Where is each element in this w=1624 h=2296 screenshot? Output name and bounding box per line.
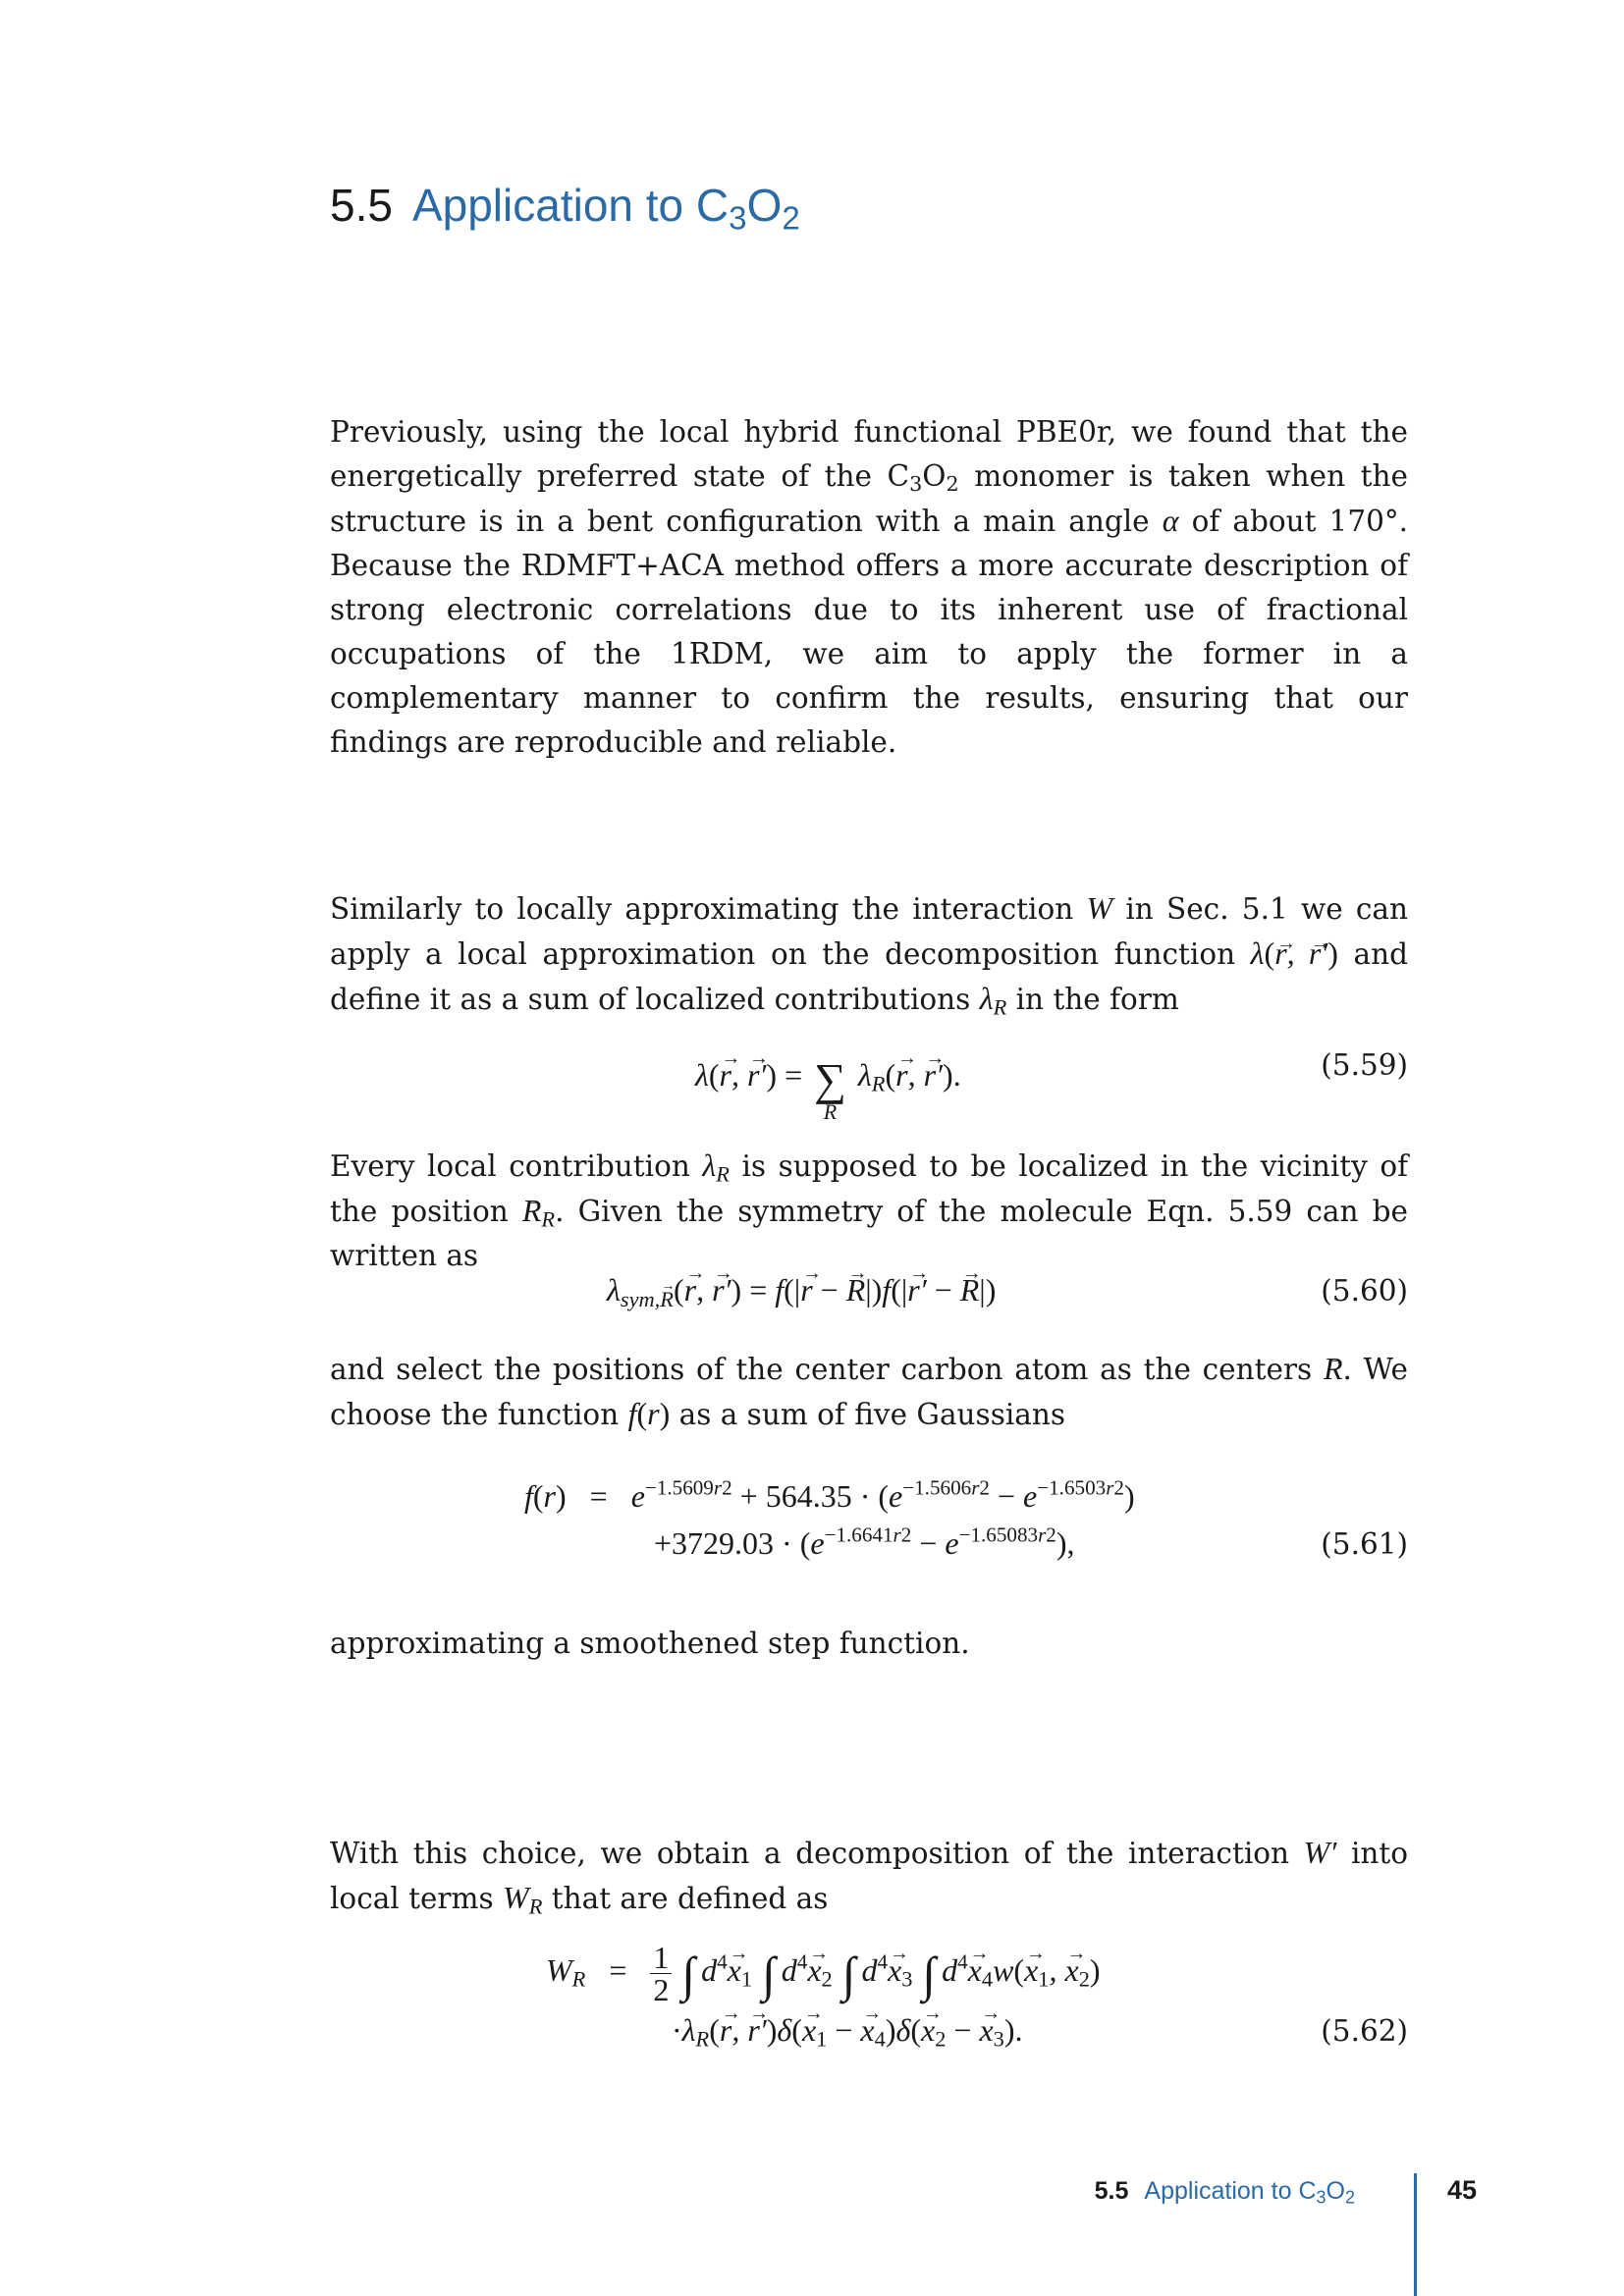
math-W-R: $W_R$ xyxy=(503,1880,543,1919)
equation-5-59 xyxy=(330,1046,1408,1135)
equation-5-60-body: $\lambda_{sym,\to R}(\to r$, → r′) = f(|→ r − → R|)f(|→ r′ − → R|) xyxy=(607,1272,996,1312)
paragraph-gaussians: and select the positions of the center carbon atom as the centers → R. We choose the function f(r) as a sum of five Gaussians xyxy=(330,1347,1408,1437)
section-heading xyxy=(330,179,800,238)
paragraph-local-contribution: Every local contribution $\lambda_R$ is supposed to be localized in the vicinity of the position → $R_R$. Given the symmetry of the molecule Eqn. 5.59 can be written as xyxy=(330,1144,1408,1278)
equation-5-62-line1: $W_R$ = $\frac{1}{2}$ ∫ $d^4\to x_1$ ∫ $d^4\to x_2$ ∫ $d^4\to x_3$ ∫ $d^4\to x_4w(\to x_1$, → $x_2$) xyxy=(546,1942,1101,2005)
footer-section-title: Application to $C_3O_2$ xyxy=(1144,2177,1355,2208)
equation-5-59-body: λ(→ r, → r′) = ∑ R $\lambda_R(\to r$, → r′). xyxy=(695,1046,961,1111)
math-W-prime: W′ xyxy=(1303,1835,1337,1870)
section-title: Application to $C_3O_2$ xyxy=(411,180,800,238)
equation-5-62-line2: $\cdot\lambda_R(\to r$, → $r')\delta(\to x_1$ − → $x_4)\delta(\to x_2$ − → $x_3$). xyxy=(672,2012,1023,2053)
math-lambda-R: $\lambda_R$ xyxy=(702,1148,730,1187)
equation-5-61-line2: $+3729.03 \cdot (e^{-1.6641r2} - e^{-1.65083r2})$, xyxy=(654,1522,1075,1561)
section-number: 5.5 xyxy=(330,180,393,231)
equation-5-62 xyxy=(330,1942,1408,2055)
equation-number: (5.60) xyxy=(1321,1274,1408,1308)
running-footer xyxy=(1095,2177,1355,2206)
equation-5-60 xyxy=(330,1272,1408,1321)
math-f-r: f(r) xyxy=(627,1396,671,1431)
footer-section-number: 5.5 xyxy=(1094,2177,1129,2205)
math-lambda-R: $\lambda_R$ xyxy=(979,981,1007,1020)
math-R-vector: → $R_R$ xyxy=(522,1193,555,1228)
math-R-vector: → R xyxy=(1324,1351,1343,1386)
math-lambda-r-rprime: λ(→ r, → r′) xyxy=(1251,935,1338,971)
paragraph-local-approx: Similarly to locally approximating the interaction W in Sec. 5.1 we can apply a local approximation on the decomposition function λ(→ r, → r′) and define it as a sum of localized contributions $\lambda_R$ in the form xyxy=(330,886,1408,1022)
equation-number: (5.59) xyxy=(1321,1048,1408,1082)
paragraph-intro: Previously, using the local hybrid functional PBE0r, we found that the energetically preferred state of the $C_3O_2$ monomer is taken when the structure is in a bent configuration with a main angle α of about 170°. Because the RDMFT+ACA method offers a more accurate description of strong electronic correlations due to its inherent use of fractional occupations of the 1RDM, we aim to apply the former in a complementary manner to confirm the results, ensuring that our findings are reproducible and reliable. xyxy=(330,415,1408,759)
equation-5-61-line1: f(r) = $e^{-1.5609r2} + 564.35 \cdot (e^{-1.5606r2} - e^{-1.6503r2})$ xyxy=(524,1475,1135,1514)
page-number: 45 xyxy=(1447,2175,1478,2205)
paragraph-decomposition: With this choice, we obtain a decomposition of the interaction W′ into local terms $W_R$ that are defined as xyxy=(330,1835,1408,1919)
equation-number: (5.62) xyxy=(1321,2014,1408,2048)
equation-5-61 xyxy=(330,1474,1408,1582)
page-margin-bar xyxy=(1414,2173,1417,2296)
paragraph-step-function: approximating a smoothened step function. xyxy=(330,1627,970,1660)
math-W: W xyxy=(1086,890,1113,926)
equation-number: (5.61) xyxy=(1321,1527,1408,1561)
